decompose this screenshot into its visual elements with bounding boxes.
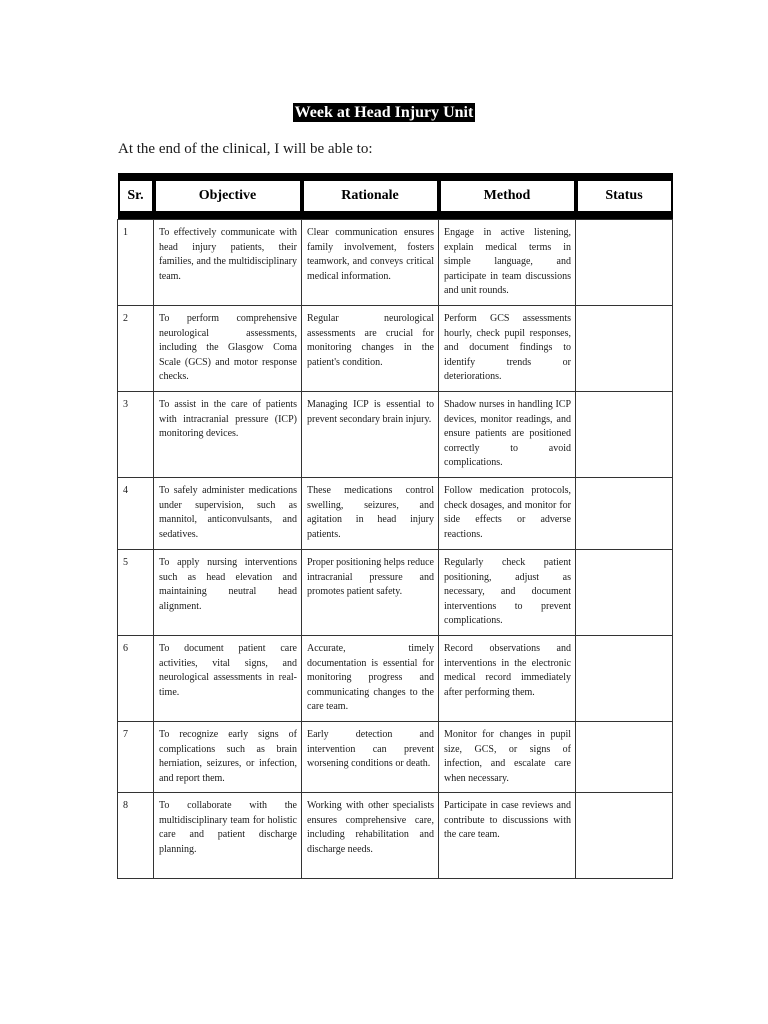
cell-method: Engage in active listening, explain medical terms in simple language, and participate in team discussions and unit rounds.	[439, 220, 576, 306]
header-objective	[154, 173, 302, 220]
table-row	[118, 550, 673, 636]
intro-text: At the end of the clinical, I will be able to:	[118, 141, 373, 157]
header-rationale	[302, 173, 439, 220]
cell-sr: 5	[118, 550, 154, 636]
cell-rationale: Working with other specialists ensures comprehensive care, including rehabilitation and discharge needs.	[302, 793, 439, 879]
cell-sr: 1	[118, 220, 154, 306]
table-row	[118, 722, 673, 793]
cell-rationale: Early detection and intervention can prevent worsening conditions or death.	[302, 722, 439, 793]
table-row	[118, 478, 673, 550]
cell-status	[576, 478, 673, 550]
cell-sr: 3	[118, 392, 154, 478]
cell-method: Record observations and interventions in the electronic medical record immediately after performing them.	[439, 636, 576, 722]
cell-objective: To recognize early signs of complications such as brain herniation, seizures, or infection, and report them.	[154, 722, 302, 793]
cell-sr: 2	[118, 306, 154, 392]
cell-method: Monitor for changes in pupil size, GCS, or signs of infection, and escalate care when necessary.	[439, 722, 576, 793]
header-method	[439, 173, 576, 220]
cell-status	[576, 636, 673, 722]
cell-objective: To assist in the care of patients with intracranial pressure (ICP) monitoring devices.	[154, 392, 302, 478]
cell-rationale: Accurate, timely documentation is essential for monitoring progress and communicating changes to the care team.	[302, 636, 439, 722]
page-title-wrap	[0, 103, 768, 122]
cell-status	[576, 550, 673, 636]
cell-objective: To perform comprehensive neurological assessments, including the Glasgow Coma Scale (GCS) and motor response checks.	[154, 306, 302, 392]
cell-status	[576, 722, 673, 793]
header-sr-label: Sr.	[120, 181, 152, 211]
table-row	[118, 793, 673, 879]
cell-method: Shadow nurses in handling ICP devices, monitor readings, and ensure patients are positioned correctly to avoid complications.	[439, 392, 576, 478]
cell-status	[576, 392, 673, 478]
cell-rationale: Regular neurological assessments are crucial for monitoring changes in the patient's condition.	[302, 306, 439, 392]
table-row	[118, 636, 673, 722]
table-row	[118, 220, 673, 306]
header-sr	[118, 173, 154, 220]
header-status	[576, 173, 673, 220]
header-status-label: Status	[578, 181, 671, 211]
page-title: Week at Head Injury Unit	[294, 104, 474, 121]
cell-method: Follow medication protocols, check dosages, and monitor for side effects or adverse reactions.	[439, 478, 576, 550]
cell-sr: 8	[118, 793, 154, 879]
cell-status	[576, 220, 673, 306]
cell-objective: To apply nursing interventions such as head elevation and maintaining neutral head alignment.	[154, 550, 302, 636]
cell-objective: To collaborate with the multidisciplinary team for holistic care and patient discharge planning.	[154, 793, 302, 879]
cell-status	[576, 306, 673, 392]
cell-objective: To effectively communicate with head injury patients, their families, and the multidisciplinary team.	[154, 220, 302, 306]
objectives-table	[117, 173, 673, 879]
cell-sr: 6	[118, 636, 154, 722]
cell-rationale: These medications control swelling, seizures, and agitation in head injury patients.	[302, 478, 439, 550]
cell-status	[576, 793, 673, 879]
cell-sr: 4	[118, 478, 154, 550]
cell-method: Participate in case reviews and contribute to discussions with the care team.	[439, 793, 576, 879]
cell-sr: 7	[118, 722, 154, 793]
cell-method: Perform GCS assessments hourly, check pupil responses, and document findings to identify trends or deteriorations.	[439, 306, 576, 392]
cell-objective: To safely administer medications under supervision, such as mannitol, anticonvulsants, and sedatives.	[154, 478, 302, 550]
table-row	[118, 306, 673, 392]
table-row	[118, 392, 673, 478]
header-rationale-label: Rationale	[304, 181, 437, 211]
cell-rationale: Managing ICP is essential to prevent secondary brain injury.	[302, 392, 439, 478]
cell-rationale: Clear communication ensures family involvement, fosters teamwork, and conveys critical medical information.	[302, 220, 439, 306]
header-method-label: Method	[441, 181, 574, 211]
header-objective-label: Objective	[156, 181, 300, 211]
table-header-row	[118, 173, 673, 220]
cell-objective: To document patient care activities, vital signs, and neurological assessments in real-time.	[154, 636, 302, 722]
cell-method: Regularly check patient positioning, adjust as necessary, and document interventions to prevent complications.	[439, 550, 576, 636]
cell-rationale: Proper positioning helps reduce intracranial pressure and promotes patient safety.	[302, 550, 439, 636]
